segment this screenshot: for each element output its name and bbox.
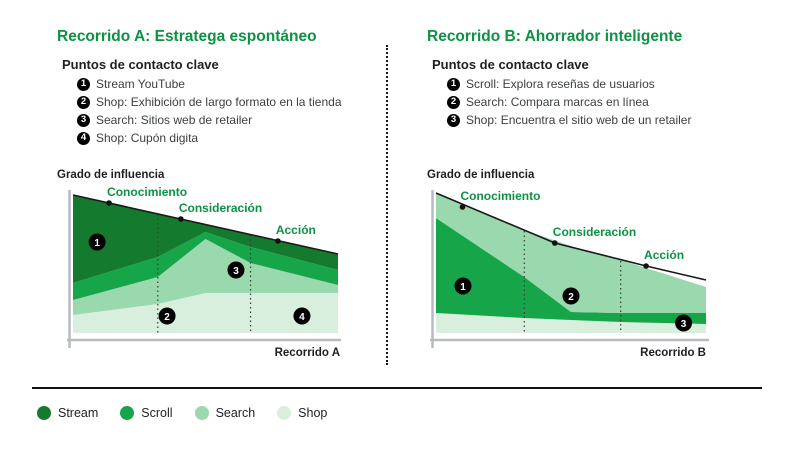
touchpoint-item	[447, 113, 691, 127]
touchpoint-marker-number: 2	[164, 311, 170, 323]
touchpoint-marker-number: 3	[233, 265, 239, 277]
touchpoint-marker-number: 1	[94, 237, 100, 249]
touchpoint-number-badge: 1	[447, 78, 460, 91]
touchpoint-number-badge: 3	[77, 114, 90, 127]
panel-divider-dotted-line	[386, 45, 388, 365]
touchpoint-item	[77, 131, 342, 145]
legend-color-dot	[195, 406, 209, 420]
panel-b-title: Recorrido B: Ahorrador inteligente	[427, 28, 683, 45]
touchpoint-label: Scroll: Explora reseñas de usuarios	[466, 77, 655, 91]
touchpoint-label: Search: Sitios web de retailer	[96, 113, 253, 127]
chart-b-stacked-area	[415, 183, 730, 363]
touchpoint-item	[77, 95, 342, 109]
stage-dot	[178, 216, 184, 222]
stage-dot	[275, 238, 281, 244]
legend-label: Search	[215, 406, 256, 420]
stage-label: Conocimiento	[460, 189, 541, 203]
touchpoint-marker-number: 1	[460, 281, 466, 293]
stage-dot	[460, 204, 466, 210]
touchpoint-label: Stream YouTube	[96, 77, 185, 91]
touchpoint-label: Shop: Encuentra el sitio web de un retailer	[466, 113, 692, 127]
touchpoint-number-badge: 3	[447, 114, 460, 127]
panel-a-touchpoints-heading: Puntos de contacto clave	[62, 57, 219, 72]
legend-item	[37, 406, 98, 420]
legend-divider-rule	[32, 387, 762, 389]
panel-b-touchpoints-heading: Puntos de contacto clave	[432, 57, 589, 72]
panel-a-touchpoint-list	[77, 77, 342, 145]
legend-item	[195, 406, 256, 420]
stage-label: Conocimiento	[107, 185, 188, 199]
touchpoint-item	[77, 77, 342, 91]
legend-color-dot	[37, 406, 51, 420]
touchpoint-number-badge: 1	[77, 78, 90, 91]
touchpoint-label: Search: Compara marcas en línea	[466, 95, 649, 109]
chart-b-y-axis-label: Grado de influencia	[427, 169, 535, 181]
panel-a-title: Recorrido A: Estratega espontáneo	[57, 28, 317, 45]
chart-a-stacked-area	[50, 183, 365, 363]
legend-color-dot	[120, 406, 134, 420]
stage-dot	[643, 263, 649, 269]
touchpoint-label: Shop: Cupón digita	[96, 131, 199, 145]
legend-item	[120, 406, 172, 420]
touchpoint-marker-number: 4	[299, 311, 305, 323]
stage-label: Consideración	[552, 225, 637, 239]
touchpoint-number-badge: 4	[77, 132, 90, 145]
touchpoint-item	[447, 95, 691, 109]
touchpoint-marker-number: 3	[680, 318, 687, 330]
stage-label: Consideración	[178, 201, 263, 215]
touchpoint-number-badge: 2	[447, 96, 460, 109]
legend-item	[277, 406, 327, 420]
stage-dot	[552, 240, 558, 246]
legend	[37, 406, 327, 420]
chart-a-x-axis-label: Recorrido A	[274, 347, 340, 359]
touchpoint-item	[447, 77, 691, 91]
legend-label: Scroll	[141, 406, 173, 420]
touchpoint-number-badge: 2	[77, 96, 90, 109]
legend-label: Shop	[298, 406, 328, 420]
chart-b-x-axis-label: Recorrido B	[640, 347, 706, 359]
stage-label: Acción	[275, 223, 316, 237]
stage-label: Acción	[644, 248, 685, 262]
touchpoint-label: Shop: Exhibición de largo formato en la tienda	[96, 95, 342, 109]
panel-b-touchpoint-list	[447, 77, 691, 127]
touchpoint-item	[77, 113, 342, 127]
touchpoint-marker-number: 2	[568, 291, 574, 303]
stage-dot	[106, 200, 112, 206]
legend-label: Stream	[58, 406, 99, 420]
legend-color-dot	[277, 406, 291, 420]
chart-a-y-axis-label: Grado de influencia	[57, 169, 165, 181]
